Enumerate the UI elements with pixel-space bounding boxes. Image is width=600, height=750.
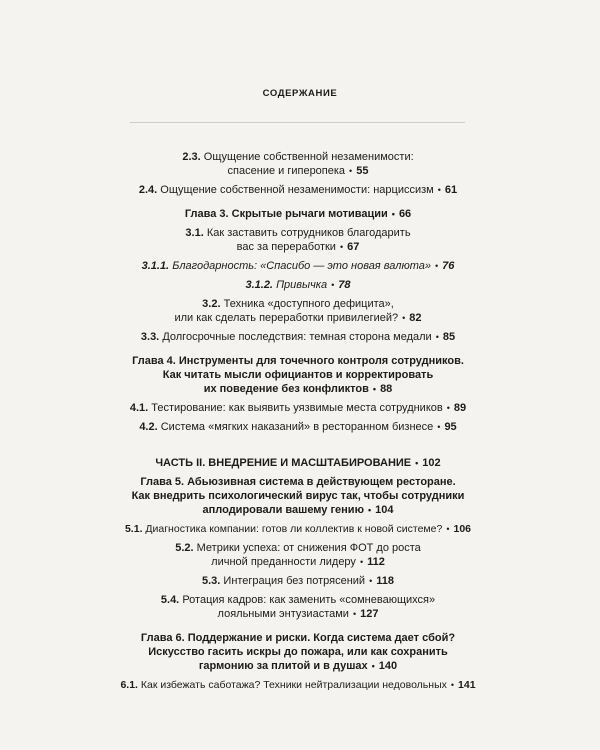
toc-entry (88, 541, 508, 569)
entry-page: 67 (347, 241, 360, 253)
entry-page: 127 (360, 608, 379, 620)
entry-page: 102 (422, 457, 441, 469)
entry-page: 95 (444, 421, 457, 433)
entry-title: Как заставить сотрудников благодарить (206, 227, 411, 239)
entry-page: 66 (398, 208, 412, 220)
entry-number: 2.3. (182, 151, 201, 163)
toc-entry (88, 678, 508, 692)
entry-page: 106 (453, 523, 472, 535)
bullet-separator: • (331, 280, 335, 290)
entry-number: 5.2. (175, 542, 194, 554)
toc-entry (88, 401, 508, 415)
entry-title: Ротация кадров: как заменить «сомневающихся» (182, 594, 436, 606)
entry-title: Система «мягких наказаний» в ресторанном бизнесе (160, 421, 434, 433)
entry-page: 88 (380, 383, 393, 395)
entry-title: Тестирование: как выявить уязвимые места сотрудников (151, 402, 443, 414)
entry-page: 89 (453, 402, 467, 414)
entry-page: 141 (458, 679, 476, 691)
entry-page: 118 (376, 575, 394, 587)
toc-chapter (88, 207, 508, 221)
page-title: СОДЕРЖАНИЕ (262, 88, 338, 99)
divider (130, 122, 465, 123)
chapter-title: их поведение без конфликтов (203, 383, 369, 395)
table-of-contents (88, 150, 508, 697)
toc-entry (88, 183, 508, 197)
bullet-separator: • (371, 661, 375, 671)
entry-page: 61 (444, 184, 458, 196)
entry-number: 3.1. (185, 227, 204, 239)
toc-entry (88, 593, 508, 621)
bullet-separator: • (446, 403, 450, 413)
bullet-separator: • (367, 505, 372, 515)
toc-chapter (88, 475, 508, 517)
entry-page: 55 (356, 165, 369, 177)
bullet-separator: • (372, 384, 377, 394)
bullet-separator: • (352, 609, 357, 619)
bullet-separator: • (435, 261, 439, 271)
entry-page: 82 (409, 312, 422, 324)
bullet-separator: • (435, 332, 439, 342)
bullet-separator: • (402, 313, 406, 323)
entry-title: личной преданности лидеру (211, 556, 356, 568)
entry-title: лояльными энтузиастами (217, 608, 349, 620)
entry-number: 3.2. (202, 298, 221, 310)
entry-number: 5.3. (201, 575, 221, 587)
bullet-separator: • (339, 242, 344, 252)
chapter-title: Глава 4. Инструменты для точечного контроля сотрудников. (132, 355, 464, 367)
toc-entry (88, 226, 508, 254)
bullet-separator: • (415, 458, 419, 468)
bullet-separator: • (446, 524, 450, 534)
entry-title: Долгосрочные последствия: темная сторона медали (162, 331, 432, 343)
entry-title: или как сделать переработки привилегией? (174, 312, 399, 324)
bullet-separator: • (391, 209, 395, 219)
bullet-separator: • (369, 576, 373, 586)
entry-title: Привычка (276, 279, 328, 291)
entry-title: Техника «доступного дефицита», (223, 298, 394, 310)
entry-page: 104 (375, 504, 394, 516)
toc-part (88, 456, 508, 470)
entry-title: Метрики успеха: от снижения ФОТ до роста (196, 542, 421, 554)
chapter-title: Как читать мысли официантов и корректировать (162, 369, 434, 381)
entry-number: 2.4. (138, 184, 158, 196)
toc-entry (88, 420, 508, 434)
toc-entry (88, 259, 508, 273)
entry-number: 5.1. (124, 523, 143, 535)
toc-entry (88, 574, 508, 588)
toc-entry (88, 297, 508, 325)
entry-number: 4.1. (129, 402, 149, 414)
entry-number: 6.1. (120, 679, 138, 691)
chapter-title: Как внедрить психологический вирус так, чтобы сотрудники (131, 490, 465, 502)
toc-chapter (88, 631, 508, 673)
entry-page: 85 (442, 331, 456, 343)
entry-number: 3.3. (140, 331, 160, 343)
bullet-separator: • (437, 185, 441, 195)
entry-title: Ощущение собственной незаменимости: нарциссизм (160, 184, 434, 196)
entry-page: 140 (378, 660, 398, 672)
chapter-title: Искусство гасить искры до пожара, или как сохранить (148, 646, 448, 658)
entry-title: Диагностика компании: готов ли коллектив к новой системе? (145, 523, 443, 535)
entry-title: спасение и гиперопека (227, 165, 346, 177)
entry-number: 5.4. (160, 594, 180, 606)
bullet-separator: • (437, 422, 441, 432)
toc-entry (88, 522, 508, 536)
bullet-separator: • (450, 680, 455, 690)
entry-number: 3.1.2. (245, 279, 273, 291)
entry-page: 112 (367, 556, 385, 568)
toc-entry (88, 278, 508, 292)
entry-page: 78 (338, 279, 351, 291)
toc-chapter (88, 354, 508, 396)
entry-title: вас за переработки (236, 241, 336, 253)
entry-title: Интеграция без потрясений (223, 575, 366, 587)
chapter-title: гармонию за плитой и в душах (198, 660, 368, 672)
chapter-title: аплодировали вашему гению (202, 504, 364, 516)
toc-entry (88, 330, 508, 344)
entry-page: 76 (442, 260, 455, 272)
toc-entry (88, 150, 508, 178)
chapter-title: Глава 3. Скрытые рычаги мотивации (184, 208, 388, 220)
bullet-separator: • (359, 557, 364, 567)
bullet-separator: • (349, 166, 353, 176)
entry-title: Благодарность: «Спасибо — это новая валюта» (172, 260, 431, 272)
chapter-title: Глава 5. Абьюзивная система в действующем ресторане. (140, 476, 456, 488)
part-title: ЧАСТЬ II. ВНЕДРЕНИЕ И МАСШТАБИРОВАНИЕ (155, 457, 412, 469)
entry-number: 4.2. (139, 421, 158, 433)
entry-title: Как избежать саботажа? Техники нейтрализации недовольных (140, 679, 447, 691)
entry-title: Ощущение собственной незаменимости: (203, 151, 414, 163)
entry-number: 3.1.1. (141, 260, 170, 272)
chapter-title: Глава 6. Поддержание и риски. Когда система дает сбой? (140, 632, 456, 644)
